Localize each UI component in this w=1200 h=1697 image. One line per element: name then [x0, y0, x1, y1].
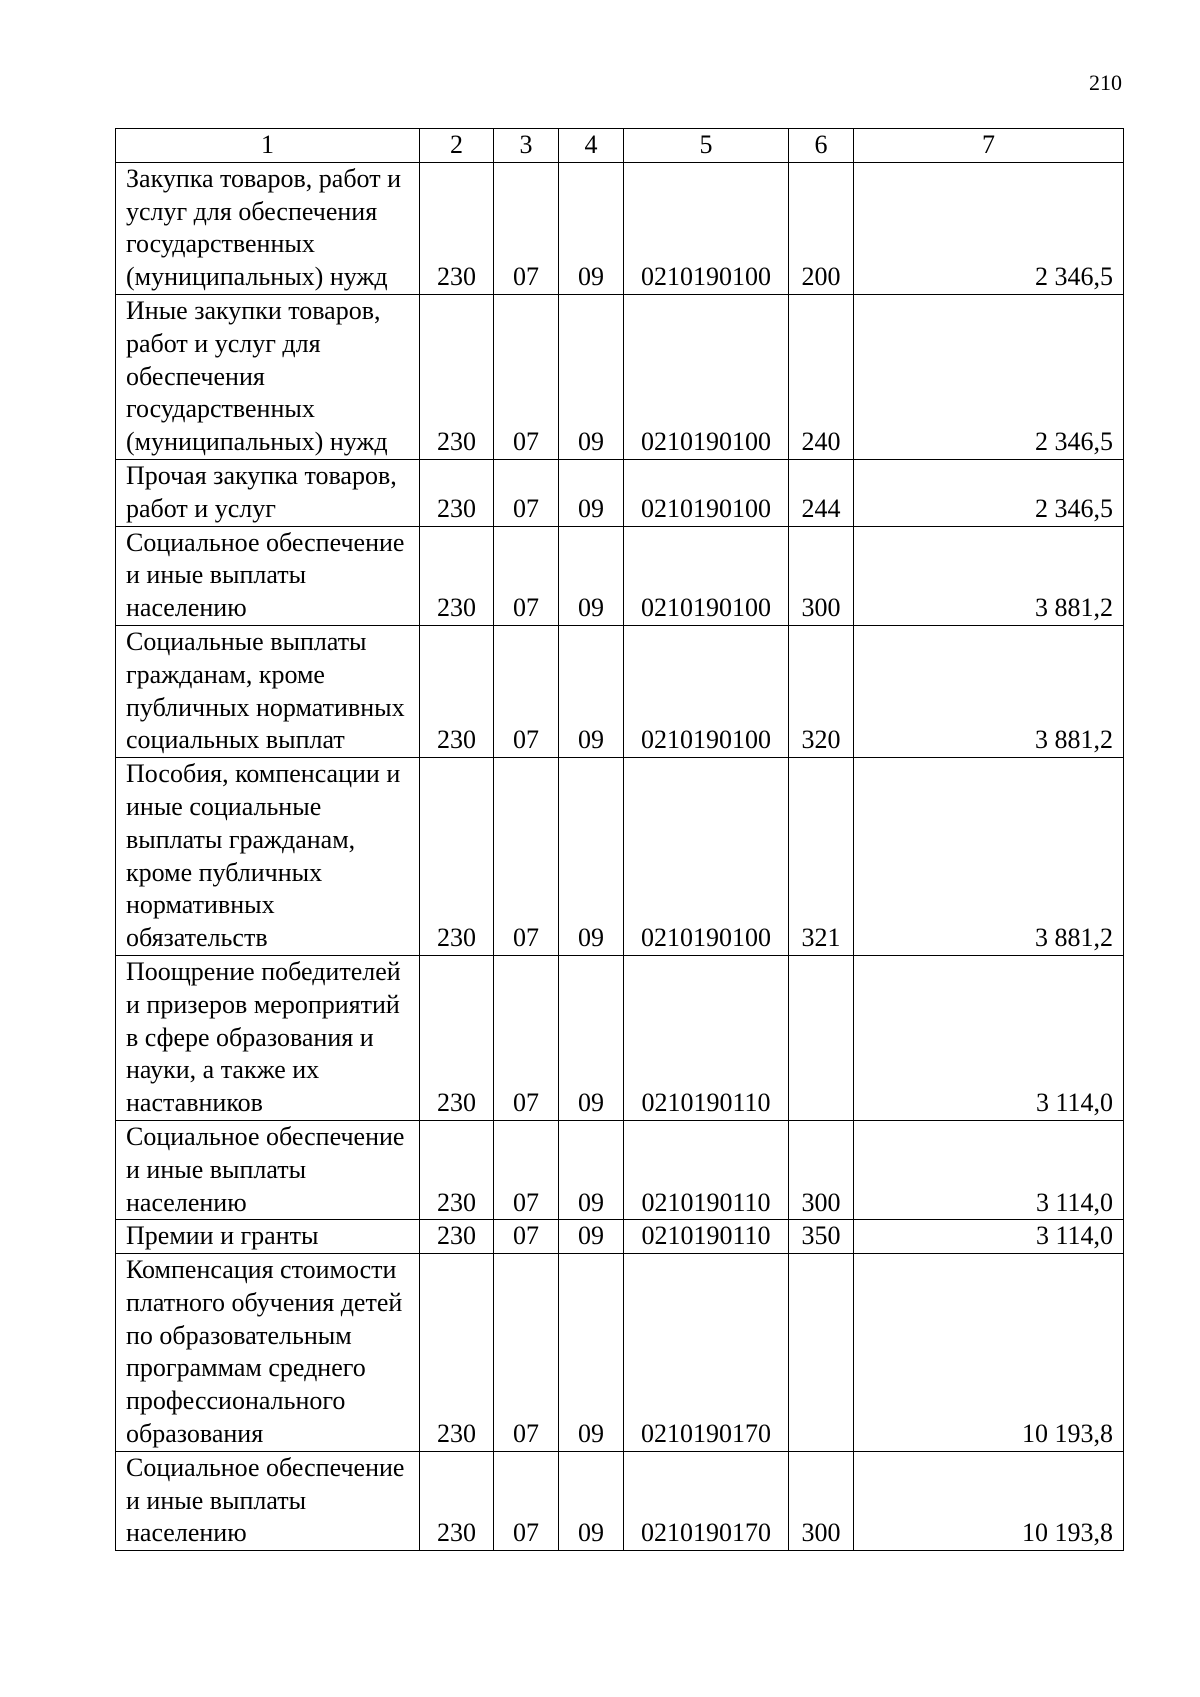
header-row [116, 129, 1124, 163]
row-gr: 230 [420, 459, 494, 526]
row-gr: 230 [420, 1220, 494, 1254]
row-sum: 3 114,0 [854, 1220, 1124, 1254]
row-pr: 09 [559, 1220, 624, 1254]
row-rz: 07 [494, 1120, 559, 1219]
row-rz: 07 [494, 1220, 559, 1254]
row-name: Социальное обеспечение и иные выплаты населению [116, 1451, 420, 1550]
row-vr: 240 [789, 294, 854, 459]
row-gr: 230 [420, 294, 494, 459]
row-pr: 09 [559, 294, 624, 459]
row-rz: 07 [494, 758, 559, 956]
row-pr: 09 [559, 955, 624, 1120]
row-vr: 300 [789, 1120, 854, 1219]
table-row [116, 625, 1124, 757]
row-pr: 09 [559, 459, 624, 526]
row-rz: 07 [494, 526, 559, 625]
row-vr: 244 [789, 459, 854, 526]
row-rz: 07 [494, 625, 559, 757]
row-pr: 09 [559, 526, 624, 625]
row-csr: 0210190100 [624, 459, 789, 526]
table-row [116, 294, 1124, 459]
row-pr: 09 [559, 1120, 624, 1219]
row-name: Пособия, компенсации и иные социальные выплаты гражданам, кроме публичных нормативных обязательств [116, 758, 420, 956]
row-sum: 3 114,0 [854, 1120, 1124, 1219]
row-vr: 200 [789, 162, 854, 294]
row-sum: 2 346,5 [854, 294, 1124, 459]
row-csr: 0210190100 [624, 625, 789, 757]
row-csr: 0210190170 [624, 1254, 789, 1452]
table-row [116, 1451, 1124, 1550]
row-vr: 320 [789, 625, 854, 757]
column-header: 6 [789, 129, 854, 163]
row-rz: 07 [494, 459, 559, 526]
row-pr: 09 [559, 162, 624, 294]
row-vr: 350 [789, 1220, 854, 1254]
row-rz: 07 [494, 955, 559, 1120]
table-body [116, 162, 1124, 1550]
row-rz: 07 [494, 1451, 559, 1550]
table-row [116, 1220, 1124, 1254]
row-gr: 230 [420, 1120, 494, 1219]
row-csr: 0210190100 [624, 526, 789, 625]
page-number: 210 [1089, 70, 1122, 95]
row-vr: 321 [789, 758, 854, 956]
row-gr: 230 [420, 758, 494, 956]
row-sum: 3 114,0 [854, 955, 1124, 1120]
row-name: Закупка товаров, работ и услуг для обеспечения государственных (муниципальных) нужд [116, 162, 420, 294]
table-row [116, 1254, 1124, 1452]
column-header: 1 [116, 129, 420, 163]
row-sum: 2 346,5 [854, 162, 1124, 294]
row-name: Компенсация стоимости платного обучения детей по образовательным программам среднего профессионального образования [116, 1254, 420, 1452]
row-name: Прочая закупка товаров, работ и услуг [116, 459, 420, 526]
row-pr: 09 [559, 1451, 624, 1550]
row-csr: 0210190170 [624, 1451, 789, 1550]
column-header: 3 [494, 129, 559, 163]
row-name: Социальное обеспечение и иные выплаты населению [116, 526, 420, 625]
row-vr: 300 [789, 1451, 854, 1550]
row-sum: 2 346,5 [854, 459, 1124, 526]
row-vr: 300 [789, 526, 854, 625]
row-csr: 0210190110 [624, 1220, 789, 1254]
row-vr [789, 1254, 854, 1452]
row-gr: 230 [420, 1451, 494, 1550]
row-sum: 3 881,2 [854, 526, 1124, 625]
row-name: Иные закупки товаров, работ и услуг для обеспечения государственных (муниципальных) нужд [116, 294, 420, 459]
table-row [116, 955, 1124, 1120]
row-name: Социальное обеспечение и иные выплаты населению [116, 1120, 420, 1219]
table-row [116, 758, 1124, 956]
column-header: 4 [559, 129, 624, 163]
row-name: Премии и гранты [116, 1220, 420, 1254]
table-row [116, 526, 1124, 625]
row-sum: 10 193,8 [854, 1254, 1124, 1452]
row-rz: 07 [494, 294, 559, 459]
row-rz: 07 [494, 162, 559, 294]
column-header: 2 [420, 129, 494, 163]
row-name: Поощрение победителей и призеров мероприятий в сфере образования и науки, а также их наставников [116, 955, 420, 1120]
row-gr: 230 [420, 625, 494, 757]
row-sum: 3 881,2 [854, 758, 1124, 956]
row-csr: 0210190100 [624, 758, 789, 956]
row-csr: 0210190110 [624, 955, 789, 1120]
row-pr: 09 [559, 625, 624, 757]
row-csr: 0210190100 [624, 162, 789, 294]
row-gr: 230 [420, 162, 494, 294]
row-pr: 09 [559, 758, 624, 956]
table-row [116, 1120, 1124, 1219]
row-gr: 230 [420, 955, 494, 1120]
row-sum: 10 193,8 [854, 1451, 1124, 1550]
row-sum: 3 881,2 [854, 625, 1124, 757]
table-row [116, 162, 1124, 294]
column-header: 7 [854, 129, 1124, 163]
row-pr: 09 [559, 1254, 624, 1452]
row-gr: 230 [420, 1254, 494, 1452]
row-name: Социальные выплаты гражданам, кроме публичных нормативных социальных выплат [116, 625, 420, 757]
table-row [116, 459, 1124, 526]
column-header: 5 [624, 129, 789, 163]
budget-table [115, 128, 1124, 1551]
row-vr [789, 955, 854, 1120]
row-gr: 230 [420, 526, 494, 625]
row-csr: 0210190110 [624, 1120, 789, 1219]
row-rz: 07 [494, 1254, 559, 1452]
row-csr: 0210190100 [624, 294, 789, 459]
